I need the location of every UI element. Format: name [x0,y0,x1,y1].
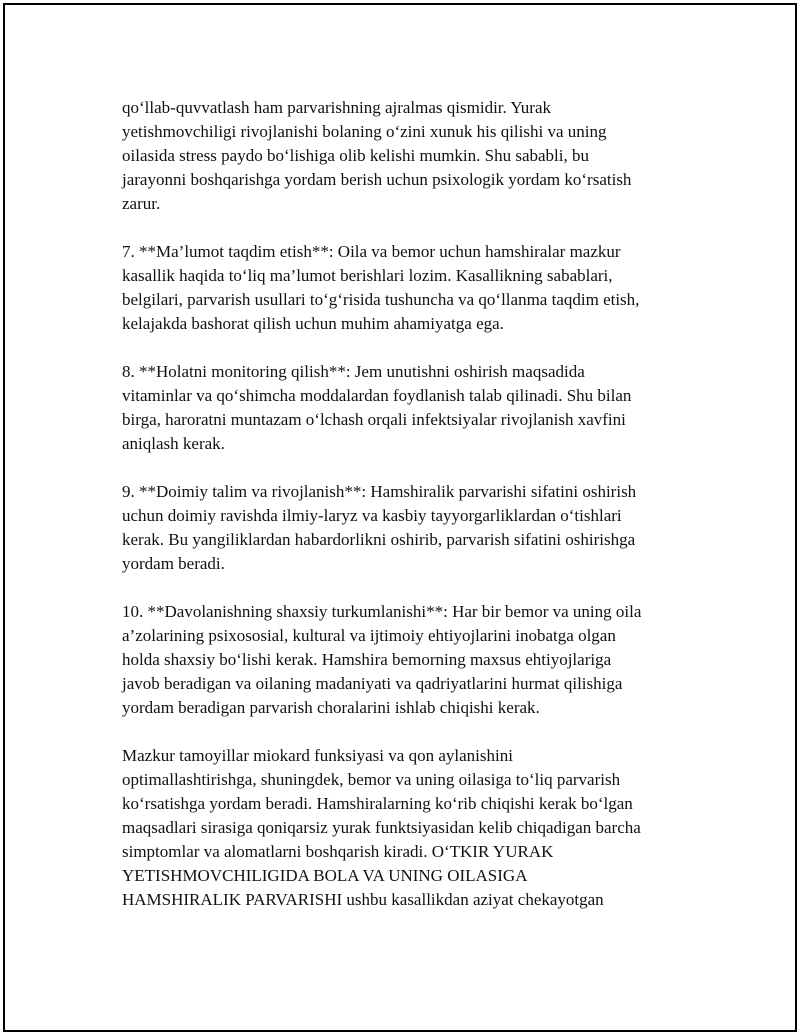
text-line: birga, haroratni muntazam o‘lchash orqali infektsiyalar rivojlanish xavfini [122,410,626,429]
text-line: 10. **Davolanishning shaxsiy turkumlanishi**: Har bir bemor va uning oila [122,602,642,621]
text-line: Mazkur tamoyillar miokard funksiyasi va qon aylanishini [122,746,513,765]
text-line: yordam beradigan parvarish choralarini ishlab chiqishi kerak. [122,698,540,717]
page-frame [3,3,797,1032]
text-line: vitaminlar va qo‘shimcha moddalardan foydlanish talab qilinadi. Shu bilan [122,386,632,405]
paragraph-item-9 [122,480,702,576]
text-line: aniqlash kerak. [122,434,225,453]
text-line: ko‘rsatishga yordam beradi. Hamshiralarning ko‘rib chiqishi kerak bo‘lgan [122,794,633,813]
text-line: yordam beradi. [122,554,225,573]
text-line: yetishmovchiligi rivojlanishi bolaning o‘zini xunuk his qilishi va uning [122,122,607,141]
text-line: oilasida stress paydo bo‘lishiga olib kelishi mumkin. Shu sababli, bu [122,146,589,165]
text-line: 9. **Doimiy talim va rivojlanish**: Hamshiralik parvarishi sifatini oshirish [122,482,637,501]
paragraph-item-8 [122,360,702,456]
text-line: 8. **Holatni monitoring qilish**: Jem unutishni oshirish maqsadida [122,362,585,381]
paragraph-item-10 [122,600,702,720]
text-line: YETISHMOVCHILIGIDA BOLA VA UNING OILASIGA [122,866,528,885]
text-line: maqsadlari sirasiga qoniqarsiz yurak funktsiyasidan kelib chiqadigan barcha [122,818,641,837]
text-line: qo‘llab-quvvatlash ham parvarishning ajralmas qismidir. Yurak [122,98,551,117]
text-line: javob beradigan va oilaning madaniyati va qadriyatlarini hurmat qilishiga [122,674,623,693]
text-line: kasallik haqida to‘liq ma’lumot berishlari lozim. Kasallikning sabablari, [122,266,613,285]
text-line: kelajakda bashorat qilish uchun muhim ahamiyatga ega. [122,314,504,333]
text-line: optimallashtirishga, shuningdek, bemor va uning oilasiga to‘liq parvarish [122,770,621,789]
text-line: simptomlar va alomatlarni boshqarish kiradi. O‘TKIR YURAK [122,842,554,861]
text-line: uchun doimiy ravishda ilmiy-laryz va kasbiy tayyorgarliklardan o‘tishlari [122,506,622,525]
text-line: 7. **Ma’lumot taqdim etish**: Oila va bemor uchun hamshiralar mazkur [122,242,621,261]
text-line: a’zolarining psixososial, kultural va ijtimoiy ehtiyojlarini inobatga olgan [122,626,616,645]
text-line: kerak. Bu yangiliklardan habardorlikni oshirib, parvarish sifatini oshirishga [122,530,636,549]
text-line: jarayonni boshqarishga yordam berish uchun psixologik yordam ko‘rsatish [122,170,632,189]
text-line: belgilari, parvarish usullari to‘g‘risida tushuncha va qo‘llanma taqdim etish, [122,290,640,309]
text-line: zarur. [122,194,161,213]
paragraph-summary [122,744,702,912]
paragraph-intro-continuation [122,96,702,216]
document-body [122,96,702,936]
text-line: holda shaxsiy bo‘lishi kerak. Hamshira bemorning maxsus ehtiyojlariga [122,650,612,669]
paragraph-item-7 [122,240,702,336]
text-line: HAMSHIRALIK PARVARISHI ushbu kasallikdan aziyat chekayotgan [122,890,604,909]
